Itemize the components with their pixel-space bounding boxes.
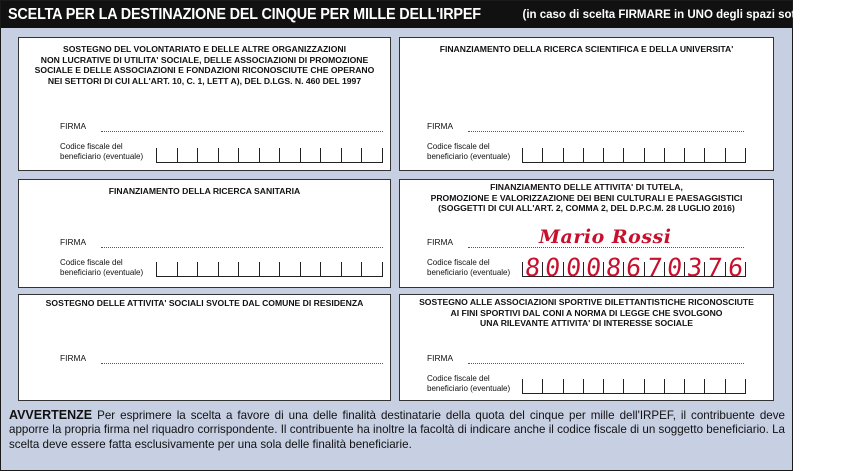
warning-lead: AVVERTENZE [9, 408, 93, 422]
cf-digit-cell [583, 253, 603, 282]
codice-fiscale-label: Codice fiscale del beneficiario (eventuale) [427, 258, 511, 277]
header-note: (in caso di scelta FIRMARE in UNO degli spazi sottostanti) [522, 8, 841, 21]
box-title: FINANZIAMENTO DELLA RICERCA SANITARIA [108, 186, 301, 196]
box-title: FINANZIAMENTO DELLA RICERCA SCIENTIFICA E DELLA UNIVERSITA' [439, 44, 734, 54]
cf-digit-cell [664, 253, 684, 282]
cf-digit-cell [644, 253, 664, 282]
firma-label: FIRMA [60, 121, 87, 131]
firma-label: FIRMA [427, 121, 454, 131]
cf-digit: 6 [726, 253, 745, 282]
cf-digit-cell [684, 253, 704, 282]
cf-digit-cell [603, 253, 623, 282]
codice-fiscale-label: Codice fiscale del beneficiario (eventuale) [427, 142, 511, 161]
codice-fiscale-label: Codice fiscale del beneficiario (eventuale) [60, 258, 144, 277]
firma-label: FIRMA [60, 237, 87, 247]
firma-signature-field[interactable] [468, 131, 744, 132]
firma-signature-field[interactable] [101, 131, 383, 132]
cf-digit-cell [542, 253, 562, 282]
cf-digit: 0 [584, 253, 603, 282]
box-ricerca-sanitaria [18, 179, 391, 288]
warning-text: Per esprimere la scelta a favore di una delle finalità destinatarie della quota del cinque per mille dell'IRPEF, il contribuente deve apporre la propria firma nel riquadro corrispondente. Il contribuente ha inoltre la facoltà di indicare anche il codice fiscale di un soggetto beneficiario. La scelta deve essere fatta esclusivamente per una sola delle finalità beneficiarie. [9, 409, 785, 451]
cf-digit: 0 [564, 253, 583, 282]
cf-digit: 8 [604, 253, 623, 282]
firma-label: FIRMA [60, 353, 87, 363]
cf-digit: 6 [624, 253, 644, 282]
codice-fiscale-label: Codice fiscale del beneficiario (eventuale) [427, 374, 511, 393]
cf-digit: 8 [523, 253, 542, 282]
codice-fiscale-input[interactable] [522, 148, 746, 163]
box-beni-culturali [399, 179, 774, 288]
firma-label: FIRMA [427, 353, 454, 363]
codice-fiscale-input[interactable] [156, 262, 383, 277]
firma-signature-field[interactable] [101, 247, 383, 248]
warning-note [9, 408, 785, 452]
form-header [1, 1, 841, 28]
header-title: SCELTA PER LA DESTINAZIONE DEL CINQUE PER MILLE DELL'IRPEF [8, 5, 481, 23]
cf-digit: 0 [543, 253, 562, 282]
codice-fiscale-input[interactable] [522, 253, 746, 282]
cf-digit-cell [563, 253, 583, 282]
cf-digit: 7 [645, 253, 664, 282]
box-title: SOSTEGNO DELLE ATTIVITA' SOCIALI SVOLTE DAL COMUNE DI RESIDENZA [45, 298, 364, 308]
box-title: SOSTEGNO ALLE ASSOCIAZIONI SPORTIVE DILETTANTISTICHE RICONOSCIUTE AI FINI SPORTIVI DAL CONI A NORMA DI LEGGE CHE SVOLGONO UNA RILEVANTE ATTIVITA' DI INTERESSE SOCIALE [419, 297, 754, 328]
box-title: SOSTEGNO DEL VOLONTARIATO E DELLE ALTRE ORGANIZZAZIONI NON LUCRATIVE DI UTILITA' SOCIALE, DELLE ASSOCIAZIONI DI PROMOZIONE SOCIALE E DELLE ASSOCIAZIONI E FONDAZIONI RICONOSCIUTE CHE OPERANO NEI SETTORI DI CUI ALL'ART. 10, C. 1, LETT A), DEL D.LGS. N. 460 DEL 1997 [34, 44, 375, 86]
firma-label: FIRMA [427, 237, 454, 247]
firma-signature-field[interactable] [101, 363, 383, 364]
cf-digit-cell [725, 253, 746, 282]
box-title: FINANZIAMENTO DELLE ATTIVITA' DI TUTELA, PROMOZIONE E VALORIZZAZIONE DEI BENI CULTURALI E PAESAGGISTICI (SOGGETTI DI CUI ALL'ART. 2, COMMA 2, DEL D.P.C.M. 28 LUGLIO 2016) [430, 182, 743, 213]
cf-digit-cell [704, 253, 725, 282]
box-associazioni-sportive [399, 294, 774, 401]
box-ricerca-scientifica [399, 37, 774, 171]
box-comune-residenza [18, 294, 391, 401]
codice-fiscale-input[interactable] [522, 379, 746, 394]
codice-fiscale-label: Codice fiscale del beneficiario (eventuale) [60, 142, 144, 161]
cf-digit: 0 [665, 253, 684, 282]
box-volontariato [18, 37, 391, 171]
cf-digit-cell [522, 253, 542, 282]
firma-signature-field[interactable] [468, 363, 744, 364]
codice-fiscale-input[interactable] [156, 148, 383, 163]
cf-digit-cell [623, 253, 644, 282]
cf-digit: 7 [705, 253, 725, 282]
handwritten-signature: Mario Rossi [539, 226, 672, 248]
cf-digit: 3 [685, 253, 704, 282]
